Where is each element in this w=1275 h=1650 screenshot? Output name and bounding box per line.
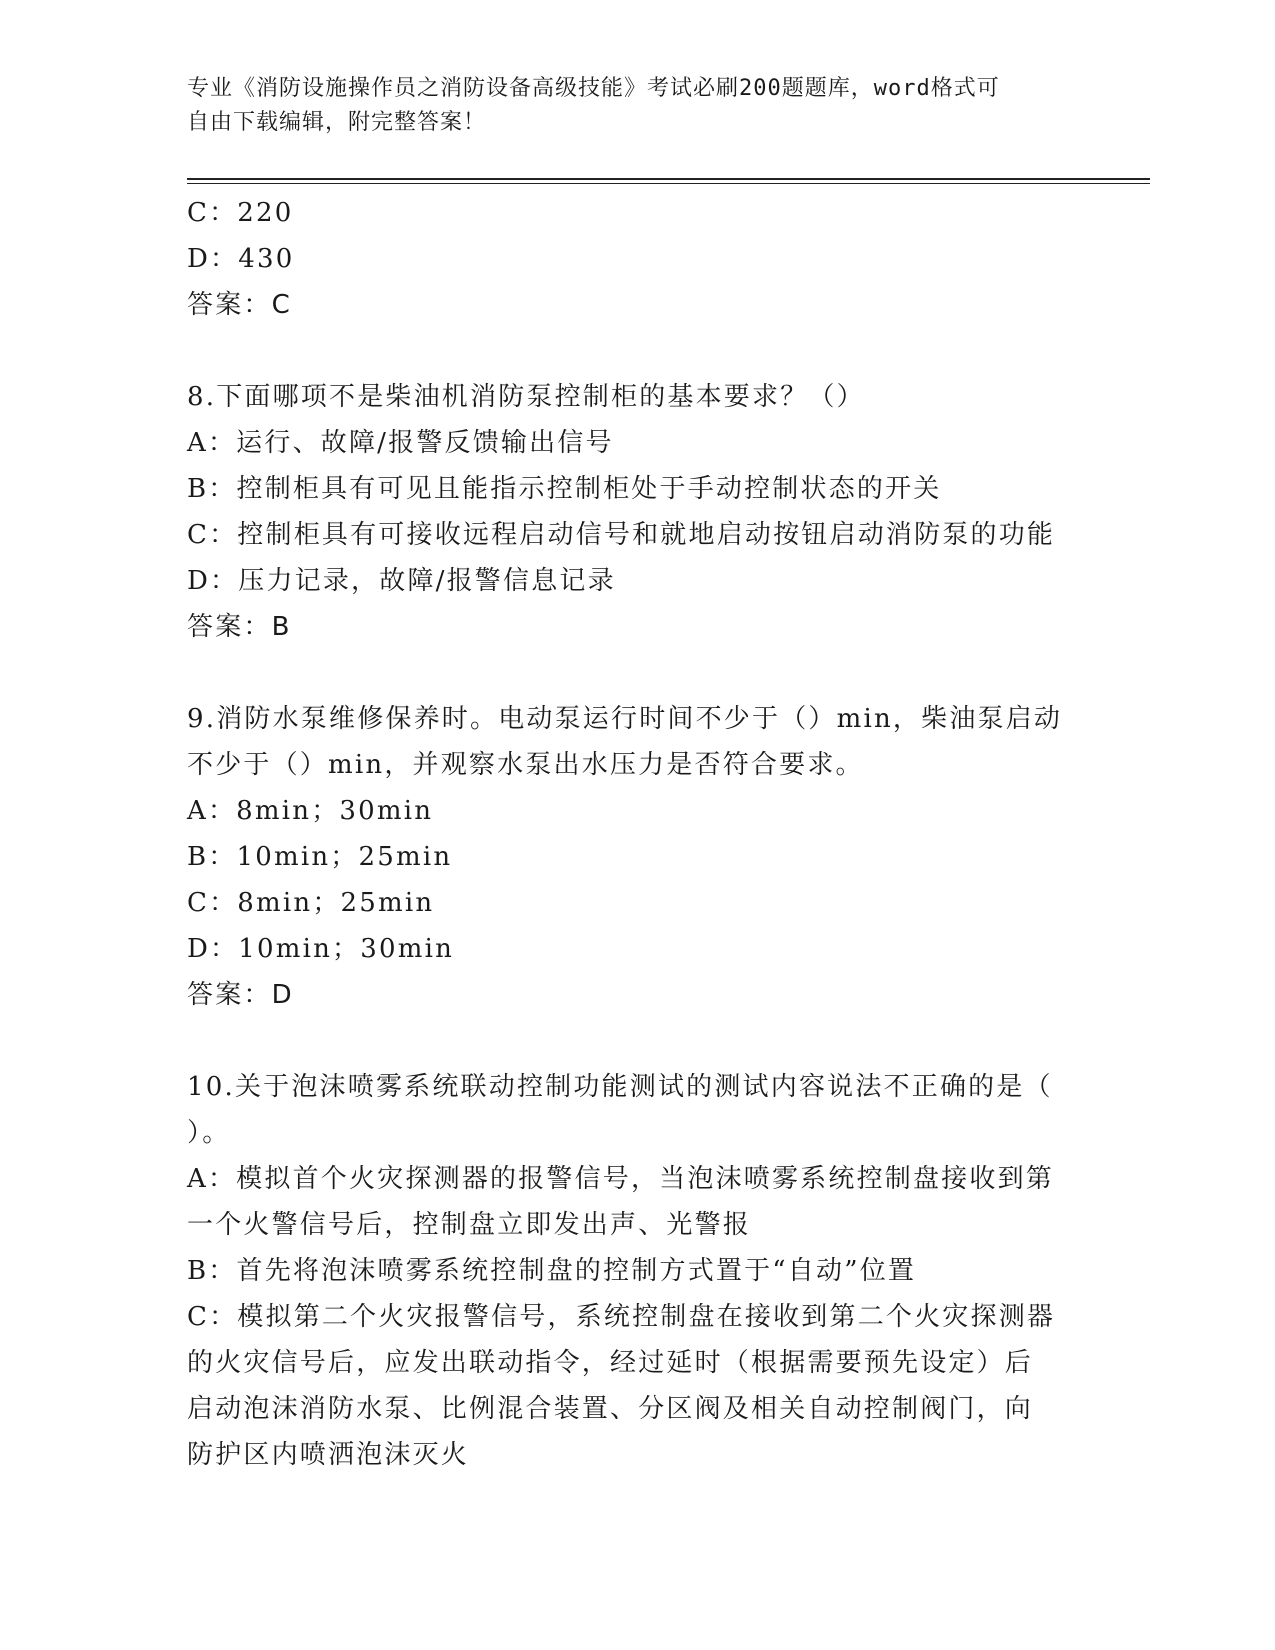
document-header <box>187 72 1067 140</box>
answer-line: 答案：C <box>187 290 292 320</box>
question-stem-line-1: 9.消防水泵维修保养时。电动泵运行时间不少于（）min，柴油泵启动 <box>187 704 1063 734</box>
option-c-line-1: C：模拟第二个火灾报警信号，系统控制盘在接收到第二个火灾探测器 <box>187 1302 1056 1332</box>
option-b: B：控制柜具有可见且能指示控制柜处于手动控制状态的开关 <box>187 474 942 504</box>
question-stem-line-2: 不少于（）min，并观察水泵出水压力是否符合要求。 <box>187 750 864 780</box>
option-d: D：10min；30min <box>187 934 455 964</box>
question-8 <box>187 374 1077 650</box>
option-d: D：压力记录，故障/报警信息记录 <box>187 566 616 596</box>
answer-line: 答案：B <box>187 612 292 642</box>
option-b: B：首先将泡沫喷雾系统控制盘的控制方式置于“自动”位置 <box>187 1256 917 1286</box>
option-c: C：8min；25min <box>187 888 435 918</box>
previous-question-tail <box>187 190 1077 328</box>
document-body <box>187 190 1077 1478</box>
question-stem: 8.下面哪项不是柴油机消防泵控制柜的基本要求？（） <box>187 382 865 412</box>
option-a: A：8min；30min <box>187 796 434 826</box>
option-b: B：10min；25min <box>187 842 453 872</box>
option-a-line-1: A：模拟首个火灾探测器的报警信号，当泡沫喷雾系统控制盘接收到第 <box>187 1164 1054 1194</box>
header-line-1: 专业《消防设施操作员之消防设备高级技能》考试必刷200题题库，word格式可 <box>187 76 1000 101</box>
answer-line: 答案：D <box>187 980 294 1010</box>
question-stem-line-2: ）。 <box>187 1118 231 1148</box>
option-c: C：控制柜具有可接收远程启动信号和就地启动按钮启动消防泵的功能 <box>187 520 1056 550</box>
option-c-line-2: 的火灾信号后，应发出联动指令，经过延时（根据需要预先设定）后 <box>187 1348 1034 1378</box>
option-a-line-2: 一个火警信号后，控制盘立即发出声、光警报 <box>187 1210 752 1240</box>
option-c-line-3: 启动泡沫消防水泵、比例混合装置、分区阀及相关自动控制阀门，向 <box>187 1394 1034 1424</box>
question-stem-line-1: 10.关于泡沫喷雾系统联动控制功能测试的测试内容说法不正确的是（ <box>187 1072 1053 1102</box>
header-line-2: 自由下载编辑，附完整答案！ <box>187 110 487 135</box>
question-10 <box>187 1064 1077 1478</box>
question-9 <box>187 696 1077 1018</box>
option-c-line-4: 防护区内喷洒泡沫灭火 <box>187 1440 470 1470</box>
header-rule-thin <box>187 183 1150 184</box>
option-a: A：运行、故障/报警反馈输出信号 <box>187 428 614 458</box>
option-c: C：220 <box>187 198 294 228</box>
option-d: D：430 <box>187 244 295 274</box>
header-rule-thick <box>187 178 1150 180</box>
